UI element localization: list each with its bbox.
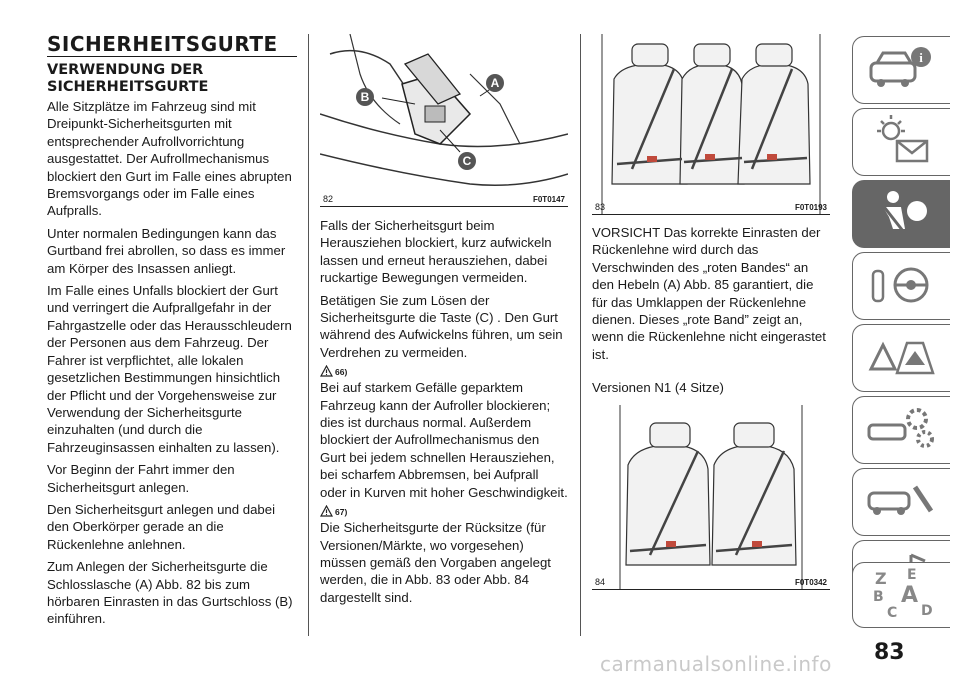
watermark: carmanualsonline.info [600, 652, 832, 676]
index-letter: A [901, 583, 919, 608]
figure-number: 84 [595, 576, 606, 587]
index-letter: C [887, 605, 898, 621]
warning-number: 67) [335, 507, 348, 518]
paragraph: Falls der Sicherheitsgurt beim Herausziehen blockiert, kurz aufwickeln lassen und erneut herausziehen, dabei ruckartige Bewegungen vermeiden. [320, 218, 552, 286]
seatbelt-buckle-illustration [320, 34, 568, 206]
paragraph: Bei auf starkem Gefälle geparktem Fahrzeug kann der Aufroller blockieren; dies ist durchaus normal. Außerdem blockiert der Aufrollmechanismus den Gurt bei jedem schnellen Herausziehen, bei scharfem Abbremsen, bei Aufprall oder in Kurven mit hoher Geschwindigkeit. [320, 380, 568, 500]
title-rule [47, 56, 297, 57]
index-letter: Z [875, 569, 887, 588]
figure-number: 83 [595, 202, 606, 212]
section-heading: VERWENDUNG DER SICHERHEITSGURTE [47, 62, 209, 95]
paragraph: Versionen N1 (4 Sitze) [592, 380, 724, 396]
index-letter: D [921, 603, 933, 619]
paragraph: Alle Sitzplätze im Fahrzeug sind mit Dreipunkt-Sicherheitsgurten mit entsprechender Aufrollvorrichtung ausgestattet. Der Aufrollmechanismus blockiert den Gurt im Falle eines abrupten Bremsvorgangs oder im Falle eines Aufpralls. [47, 99, 292, 219]
index-letter: B [873, 589, 884, 605]
paragraph: Im Falle eines Unfalls blockiert der Gurt und verringert die Aufprallgefahr in der Fahrgastzelle oder das Herausschleudern der Personen aus dem Fahrzeug. Der Fahrer ist verpflichtet, alle lokalen gesetzlichen Bestimmungen hinsichtlich der Pflicht und der Vorgehensweise zur Verwendung der Sicherheitsgurte einzuhalten (und durch die Fahrzeuginsassen einhalten zu lassen). [47, 283, 292, 455]
paragraph: Vor Beginn der Fahrt immer den Sicherheitsgurt anlegen. [47, 462, 235, 495]
light-envelope-icon [853, 109, 949, 173]
warning-ref [320, 505, 568, 517]
emergency-triangle-icon [853, 325, 949, 389]
figure-code: F0T0147 [532, 195, 565, 204]
car-info-icon [853, 37, 949, 101]
paragraph: Zum Anlegen der Sicherheitsgurte die Schlosslasche (A) Abb. 82 bis zum hörbaren Einrasten in das Gurtschloss (B) einführen. [47, 559, 293, 627]
column-divider [580, 34, 581, 636]
key-steering-icon [853, 253, 949, 317]
column-3 [592, 34, 830, 590]
paragraph: Die Sicherheitsgurte der Rücksitze (für Versionen/Märkte, wo vorgesehen) müssen gemäß den Vorgaben angelegt werden, die in Abb. 83 oder Abb. 84 dargestellt sind. [320, 520, 551, 605]
figure-code: F0T0193 [794, 203, 827, 212]
callout-b: B [356, 88, 374, 106]
column-divider [308, 34, 309, 636]
svg-text:i: i [919, 50, 923, 65]
callout-c: C [458, 152, 476, 170]
page-title: SICHERHEITSGURTE [47, 32, 278, 56]
tab-technical-data[interactable] [852, 468, 950, 536]
n1-seats-belts-illustration [592, 405, 830, 589]
paragraph: Betätigen Sie zum Lösen der Sicherheitsgurte die Taste (C) . Den Gurt während des Aufwickelns führen, um sein Verdrehen zu vermeiden. [320, 292, 563, 360]
page-number: 83 [874, 640, 905, 665]
figure-code: F0T0342 [794, 577, 827, 587]
index-letter: E [907, 567, 917, 583]
tab-starting-driving[interactable] [852, 252, 950, 320]
figure-83 [592, 34, 830, 215]
paragraph: VORSICHT Das korrekte Einrasten der Rückenlehne wird durch das Verschwinden des „roten Bandes“ an den Hebeln (A) Abb. 85 garantiert, die für das Umklappen der Rückenlehne dienen. Dieses „rote Band” zeigt an, wenn die Rückenlehne nicht eingerastet ist. [592, 225, 826, 362]
tab-dashboard-info[interactable] [852, 36, 950, 104]
figure-82 [320, 34, 568, 207]
figure-84 [592, 405, 830, 590]
tab-safety[interactable] [852, 180, 950, 248]
tab-maintenance[interactable] [852, 396, 950, 464]
warning-ref [320, 365, 568, 377]
tab-warning-lights[interactable] [852, 108, 950, 176]
figure-number: 82 [323, 194, 334, 204]
warning-triangle-icon [320, 505, 333, 517]
callout-a: A [486, 74, 504, 92]
warning-triangle-icon [320, 365, 333, 377]
paragraph: Den Sicherheitsgurt anlegen und dabei den Oberkörper gerade an die Rückenlehne anlehnen. [47, 501, 276, 552]
column-2 [320, 34, 568, 606]
rear-seats-belts-illustration [592, 34, 830, 214]
car-gears-icon [853, 397, 949, 461]
paragraph: Unter normalen Bedingungen kann das Gurtband frei abrollen, so dass es immer am Körper des Insassen anliegt. [47, 225, 286, 276]
column-1 [47, 62, 297, 628]
airbag-seatbelt-icon [853, 181, 949, 245]
car-wrench-icon [853, 469, 949, 533]
tab-emergency[interactable] [852, 324, 950, 392]
warning-number: 66) [335, 367, 348, 378]
tab-index[interactable] [852, 562, 950, 628]
